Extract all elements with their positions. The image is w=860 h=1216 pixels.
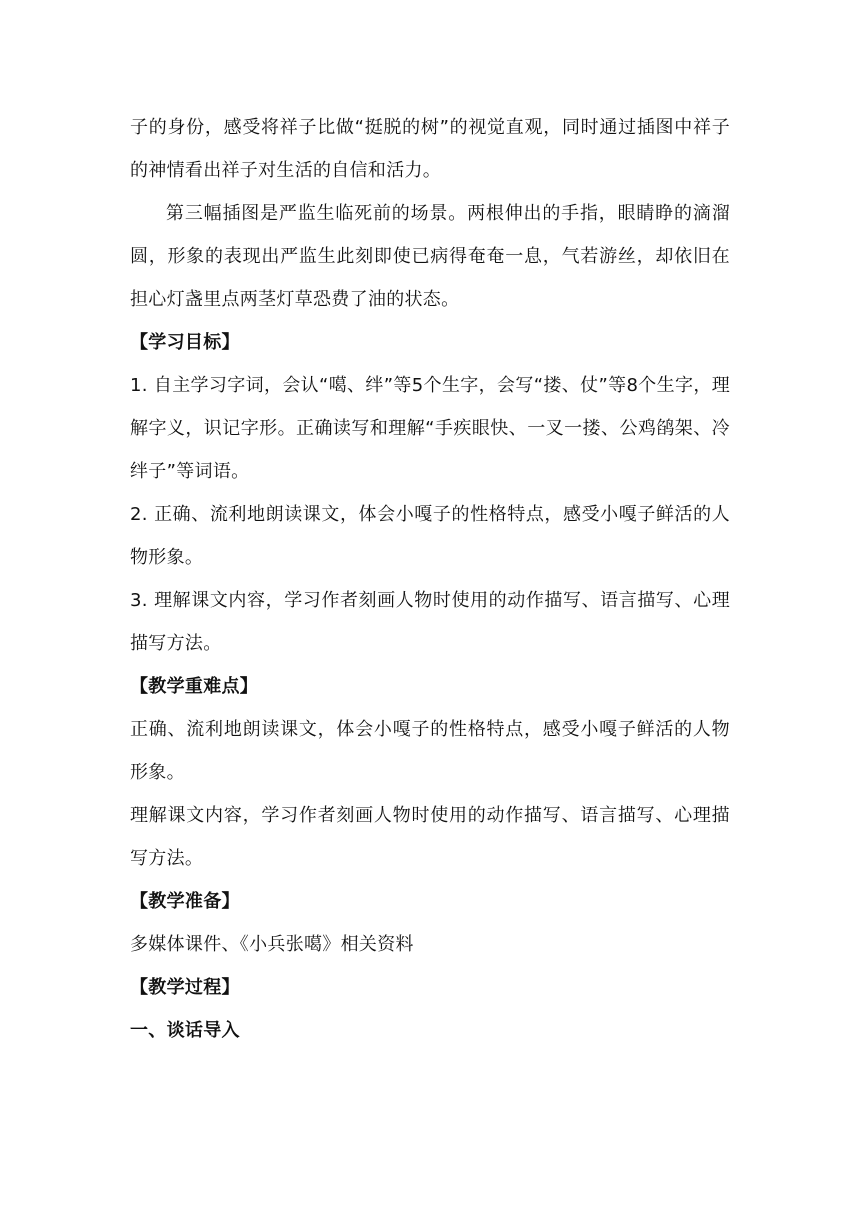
key-point-item-1: 正确、流利地朗读课文，体会小嘎子的性格特点，感受小嘎子鲜活的人物形象。 — [130, 719, 730, 783]
process-section-1: 一、谈话导入 — [130, 1020, 240, 1041]
key-point-item-2: 理解课文内容，学习作者刻画人物时使用的动作描写、语言描写、心理描写方法。 — [130, 805, 730, 869]
preparation-text: 多媒体课件、《小兵张噶》相关资料 — [130, 934, 414, 955]
learning-goal-item-3: 3. 理解课文内容，学习作者刻画人物时使用的动作描写、语言描写、心理描写方法。 — [130, 590, 730, 654]
document-page — [130, 106, 730, 1052]
process-heading: 【教学过程】 — [130, 977, 240, 998]
key-points-heading: 【教学重难点】 — [130, 676, 259, 697]
learning-goal-item-2: 2. 正确、流利地朗读课文，体会小嘎子的性格特点，感受小嘎子鲜活的人物形象。 — [130, 504, 730, 568]
preparation-heading: 【教学准备】 — [130, 891, 240, 912]
paragraph-xiangzi: 子的身份，感受将祥子比做“挺脱的树”的视觉直观，同时通过插图中祥子的神情看出祥子对生活的自信和活力。 — [130, 117, 730, 181]
learning-goals-heading: 【学习目标】 — [130, 332, 240, 353]
paragraph-yanjiansheng: 第三幅插图是严监生临死前的场景。两根伸出的手指，眼睛睁的滴溜圆，形象的表现出严监生此刻即使已病得奄奄一息，气若游丝，却依旧在担心灯盏里点两茎灯草恐费了油的状态。 — [130, 203, 730, 310]
learning-goal-item-1: 1. 自主学习字词，会认“噶、绊”等5个生字，会写“搂、仗”等8个生字，理解字义，识记字形。正确读写和理解“手疾眼快、一叉一搂、公鸡鹐架、冷绊子”等词语。 — [130, 375, 730, 482]
